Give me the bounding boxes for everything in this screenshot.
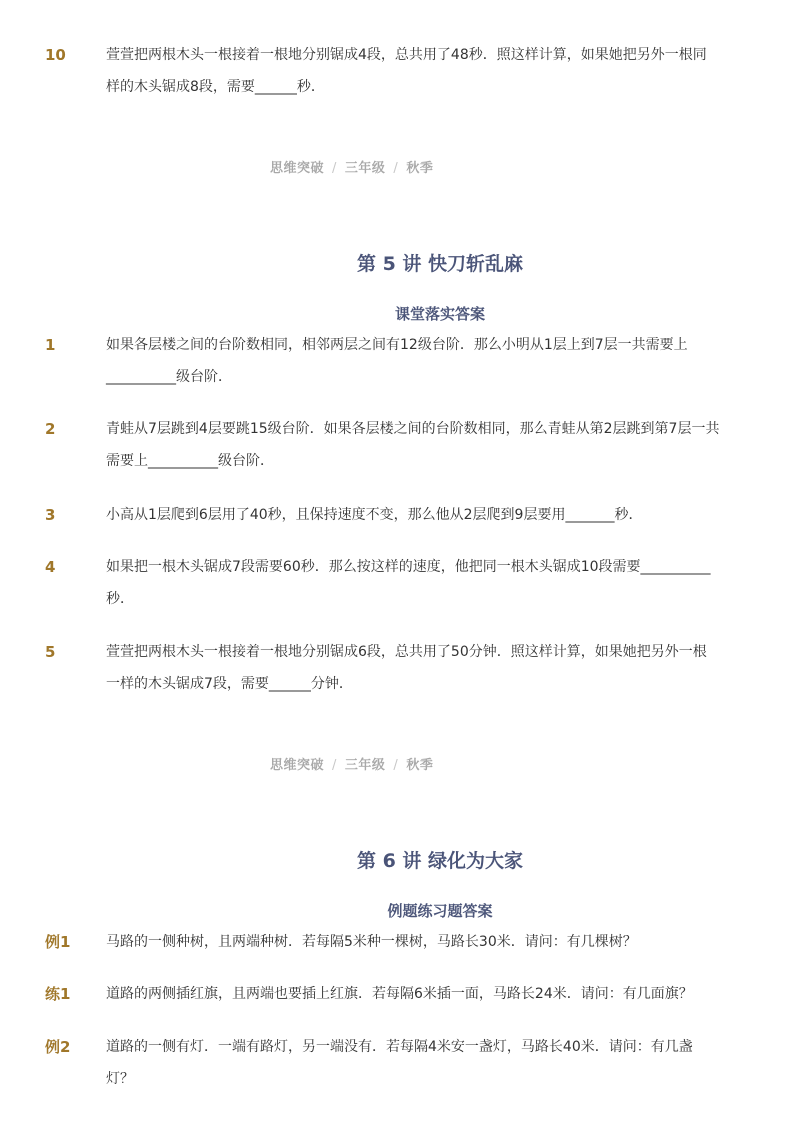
footer-separator: / xyxy=(332,161,337,176)
example-number: 例2 xyxy=(45,1038,71,1056)
question-number: 3 xyxy=(45,506,56,524)
question-text: 萱萱把两根木头一根接着一根地分别锯成4段，总共用了48秒．照这样计算，如果她把另外一根同样的木头锯成8段，需要______秒． xyxy=(106,47,707,95)
section-title: 课堂落实答案 xyxy=(394,305,485,323)
question-number: 1 xyxy=(45,336,56,354)
question-number: 4 xyxy=(45,558,56,576)
footer-grade: 三年级 xyxy=(344,161,386,176)
example-text: 道路的一侧有灯．一端有路灯，另一端没有．若每隔4米安一盏灯，马路长40米．请问：有几盏灯？ xyxy=(106,1039,693,1087)
question-text: 青蛙从7层跳到4层要跳15级台阶．如果各层楼之间的台阶数相同，那么青蛙从第2层跳到第7层一共需要上__________级台阶． xyxy=(106,421,720,469)
footer-subject: 思维突破 xyxy=(270,758,325,773)
lecture-title: 第 6 讲 绿化为大家 xyxy=(356,850,524,872)
section-title: 例题练习题答案 xyxy=(387,902,493,920)
practice-text: 道路的两侧插红旗，且两端也要插上红旗．若每隔6米插一面，马路长24米．请问：有几面旗？ xyxy=(106,986,693,1002)
footer-separator: / xyxy=(393,758,399,773)
question-number: 10 xyxy=(45,46,66,64)
footer-separator: / xyxy=(393,161,399,176)
example-text: 马路的一侧种树，且两端种树．若每隔5米种一棵树，马路长30米．请问：有几棵树？ xyxy=(106,934,637,950)
question-text: 萱萱把两根木头一根接着一根地分别锯成6段，总共用了50分钟．照这样计算，如果她把另外一根一样的木头锯成7段，需要______分钟． xyxy=(106,644,707,692)
footer-season: 秋季 xyxy=(406,758,434,773)
question-text: 如果把一根木头锯成7段需要60秒．那么按这样的速度，他把同一根木头锯成10段需要__________秒． xyxy=(106,559,711,607)
page-footer xyxy=(270,157,433,176)
footer-grade: 三年级 xyxy=(344,758,386,773)
example-number: 例1 xyxy=(45,933,71,951)
footer-season: 秋季 xyxy=(406,161,434,176)
footer-subject: 思维突破 xyxy=(270,161,325,176)
question-number: 2 xyxy=(45,420,56,438)
question-number: 5 xyxy=(45,643,56,661)
question-text: 如果各层楼之间的台阶数相同，相邻两层之间有12级台阶．那么小明从1层上到7层一共需要上__________级台阶． xyxy=(106,337,688,385)
lecture-title: 第 5 讲 快刀斩乱麻 xyxy=(356,253,524,275)
page-footer xyxy=(270,754,433,773)
question-text: 小高从1层爬到6层用了40秒，且保持速度不变，那么他从2层爬到9层要用_______秒． xyxy=(106,507,643,523)
practice-number: 练1 xyxy=(45,985,71,1003)
footer-separator: / xyxy=(332,758,337,773)
